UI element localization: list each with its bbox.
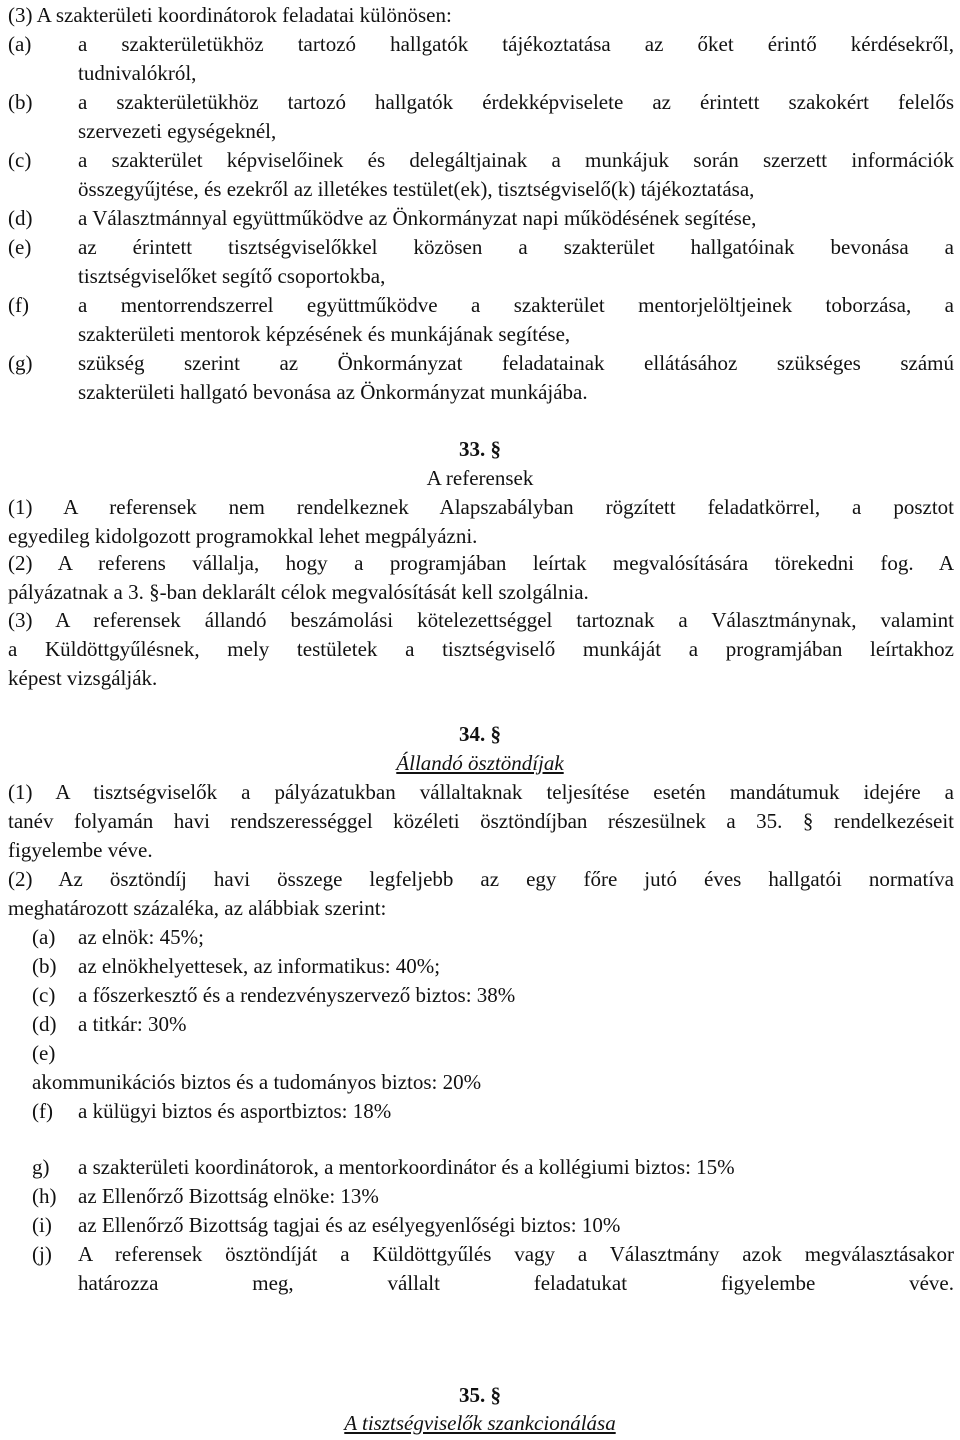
list-item-text: szükség szerint az Önkormányzat feladatainak ellátásához szükséges számú [78, 351, 954, 375]
paragraph: a Küldöttgyűlésnek, mely testületek a tisztségviselő munkáját a programjában leírtakhoz [8, 637, 954, 661]
section-number: 33. § [459, 437, 501, 461]
list-item-label: (a) [32, 925, 56, 949]
paragraph-intro: (3) A szakterületi koordinátorok feladatai különösen: [8, 3, 452, 27]
list-item-label: (d) [8, 206, 33, 230]
list-item-label: (j) [32, 1242, 52, 1266]
list-item-text: az Ellenőrző Bizottság elnöke: 13% [78, 1184, 379, 1208]
list-item-label: (b) [8, 90, 33, 114]
paragraph: meghatározott százaléka, az alábbiak szerint: [8, 896, 387, 920]
list-item-label: (d) [32, 1012, 57, 1036]
section-title: A referensek [426, 466, 534, 490]
list-item-label: (e) [32, 1041, 56, 1065]
section-title: Állandó ösztöndíjak [396, 751, 564, 775]
paragraph: (2) Az ösztöndíj havi összege legfeljebb az egy főre jutó éves hallgatói normatíva [8, 867, 954, 891]
paragraph: (1) A tisztségviselők a pályázatukban vállaltaknak teljesítése esetén mandátumuk idejére a [8, 780, 954, 804]
list-item-label: (h) [32, 1184, 57, 1208]
list-item-label: (f) [32, 1099, 53, 1123]
list-item-text: szakterületi mentorok képzésének és munkájának segítése, [78, 322, 571, 346]
list-item-text: az Ellenőrző Bizottság tagjai és az esélyegyenlőségi biztos: 10% [78, 1213, 621, 1237]
section-number: 35. § [459, 1383, 501, 1407]
list-item-text: szakterületi hallgató bevonása az Önkormányzat munkájába. [78, 380, 588, 404]
list-item-text: tudnivalókról, [78, 61, 197, 85]
list-item-text: az érintett tisztségviselőkkel közösen a szakterület hallgatóinak bevonása a [78, 235, 954, 259]
list-item-label: (g) [8, 351, 33, 375]
list-item-label: g) [32, 1155, 50, 1179]
list-item-text: szervezeti egységeknél, [78, 119, 277, 143]
list-item-text: akommunikációs biztos és a tudományos biztos: 20% [32, 1070, 482, 1094]
section-number: 34. § [459, 722, 501, 746]
list-item-text: az elnök: 45%; [78, 925, 204, 949]
list-item-text: határozza meg, vállalt feladatukat figyelembe véve. [78, 1271, 954, 1295]
paragraph: tanév folyamán havi rendszerességgel közéleti ösztöndíjban részesülnek a 35. § rendelkezéseit [8, 809, 954, 833]
list-item-text: a Választmánnyal együttműködve az Önkormányzat napi működésének segítése, [78, 206, 757, 230]
list-item-text: a szakterületükhöz tartozó hallgatók tájékoztatása az őket érintő kérdésekről, [78, 32, 954, 56]
paragraph: egyedileg kidolgozott programokkal lehet megpályázni. [8, 524, 478, 548]
list-item-label: (e) [8, 235, 32, 259]
list-item-text: a szakterületi koordinátorok, a mentorkoordinátor és a kollégiumi biztos: 15% [78, 1155, 735, 1179]
paragraph: képest vizsgálják. [8, 666, 158, 690]
paragraph: (3) A referensek állandó beszámolási kötelezettséggel tartoznak a Választmánynak, valamint [8, 608, 954, 632]
list-item-label: (f) [8, 293, 29, 317]
list-item-label: (c) [32, 983, 56, 1007]
paragraph: (1) A referensek nem rendelkeznek Alapszabályban rögzített feladatkörrel, a posztot [8, 495, 954, 519]
list-item-text: a főszerkesztő és a rendezvényszervező biztos: 38% [78, 983, 516, 1007]
list-item-text: a szakterületükhöz tartozó hallgatók érdekképviselete az érintett szakokért felelős [78, 90, 954, 114]
list-item-text: az elnökhelyettesek, az informatikus: 40%; [78, 954, 441, 978]
list-item-text: összegyűjtése, és ezekről az illetékes testület(ek), tisztségviselő(k) tájékoztatása, [78, 177, 755, 201]
paragraph: (2) A referens vállalja, hogy a programjában leírtak megvalósítására törekedni fog. A [8, 551, 954, 575]
list-item-label: (b) [32, 954, 57, 978]
list-item-label: (a) [8, 32, 32, 56]
list-item-label: (c) [8, 148, 32, 172]
list-item-text: a szakterület képviselőinek és delegáltjainak a munkájuk során szerzett információk [78, 148, 954, 172]
list-item-text: a titkár: 30% [78, 1012, 187, 1036]
list-item-text: a mentorrendszerrel együttműködve a szakterület mentorjelöltjeinek toborzása, a [78, 293, 954, 317]
list-item-text: tisztségviselőket segítő csoportokba, [78, 264, 386, 288]
list-item-text: a külügyi biztos és asportbiztos: 18% [78, 1099, 392, 1123]
list-item-text: A referensek ösztöndíját a Küldöttgyűlés vagy a Választmány azok megválasztásakor [78, 1242, 954, 1266]
paragraph: figyelembe véve. [8, 838, 153, 862]
paragraph: pályázatnak a 3. §-ban deklarált célok megvalósítását kell szolgálnia. [8, 580, 589, 604]
list-item-label: (i) [32, 1213, 52, 1237]
section-title: A tisztségviselők szankcionálása [344, 1411, 616, 1435]
